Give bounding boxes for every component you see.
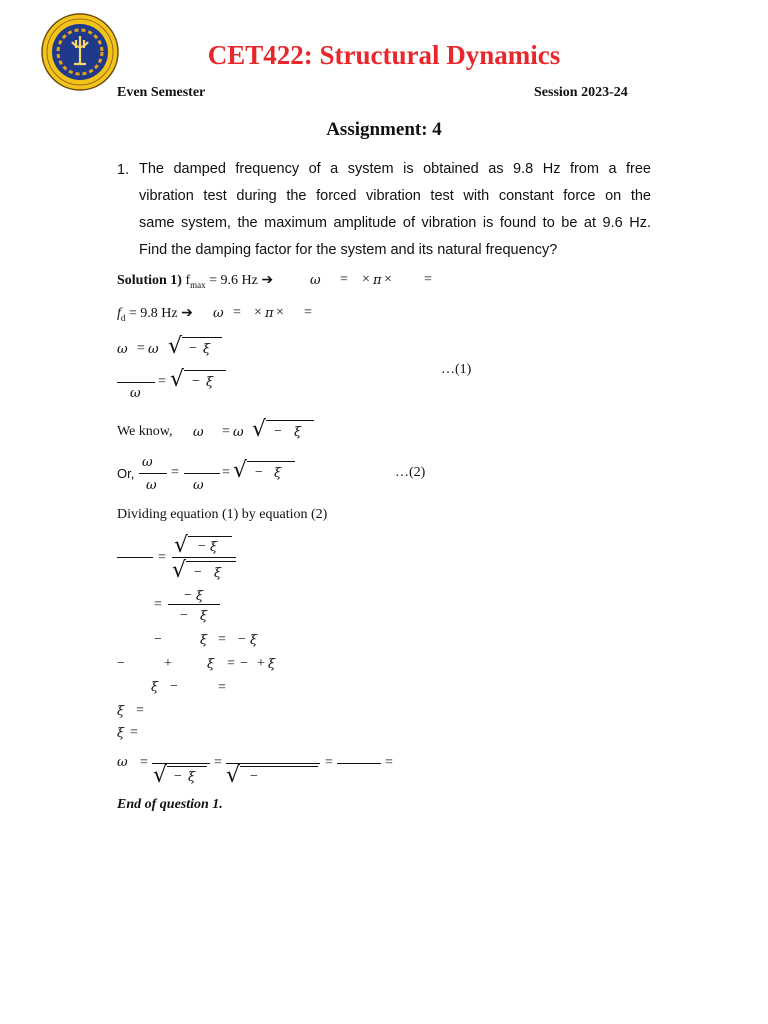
we-know-label: We know, [117, 424, 173, 439]
omega-symbol: ω [148, 342, 159, 357]
sqrt-sign: √ [153, 763, 168, 788]
omega-symbol: ω [193, 478, 204, 493]
solution-line-fd: $f_d = 9.8$ Hz ➔ [117, 306, 193, 323]
omega-symbol: ω [117, 755, 128, 770]
omega-symbol: ω [193, 425, 204, 440]
omega-symbol: ω [213, 306, 224, 321]
xi-symbol: ξ [206, 375, 214, 390]
arrow-icon: ➔ [181, 306, 193, 321]
omega-symbol: ω [233, 425, 244, 440]
xi-symbol: ξ [207, 657, 215, 672]
dividing-statement: Dividing equation (1) by equation (2) [117, 507, 328, 522]
xi-symbol: ξ [196, 589, 204, 604]
xi-symbol: ξ [210, 540, 218, 555]
xi-symbol: ξ [268, 657, 276, 672]
xi-symbol: ξ [151, 680, 159, 695]
question-line: vibration test during the forced vibration test with constant force on the [139, 188, 651, 204]
question-line: The damped frequency of a system is obtained as 9.8 Hz from a free [139, 161, 651, 177]
solution-label: Solution 1) [117, 273, 182, 288]
sqrt-sign: √ [172, 558, 187, 583]
pi-symbol: π [265, 306, 274, 321]
xi-symbol: ξ [188, 770, 196, 785]
xi-symbol: ξ [203, 342, 211, 357]
sqrt-sign: √ [226, 763, 241, 788]
equation-ref-2: …(2) [395, 465, 426, 480]
omega-symbol: ω [310, 273, 321, 288]
omega-symbol: ω [130, 386, 141, 401]
or-label: Or, [117, 466, 135, 481]
omega-symbol: ω [117, 342, 128, 357]
question-line: same system, the maximum amplitude of vibration is found to be at 9.6 Hz. [139, 215, 651, 231]
omega-symbol: ω [142, 455, 153, 470]
sqrt-sign: √ [252, 417, 267, 442]
session-label: Session 2023-24 [534, 85, 628, 100]
xi-symbol: ξ [274, 466, 282, 481]
course-title: CET422: Structural Dynamics [207, 40, 561, 70]
xi-symbol: ξ [117, 726, 125, 741]
semester-label: Even Semester [117, 85, 206, 100]
xi-symbol: ξ [294, 425, 302, 440]
equation-ref-1: …(1) [441, 362, 472, 377]
omega-symbol: ω [146, 478, 157, 493]
solution-line-fmax: Solution 1) $f_{max} = 9.6$ Hz ➔ [117, 273, 274, 290]
arrow-icon: ➔ [261, 273, 274, 288]
xi-symbol: ξ [250, 633, 258, 648]
sqrt-sign: √ [233, 458, 248, 483]
end-of-question: End of question 1. [117, 797, 223, 812]
assignment-heading: Assignment: 4 [326, 119, 442, 140]
question-line: Find the damping factor for the system and its natural frequency? [139, 242, 558, 258]
sqrt-sign: √ [168, 334, 183, 359]
sqrt-sign: √ [174, 533, 189, 558]
pi-symbol: π [373, 273, 382, 288]
question-number: 1. [117, 162, 130, 178]
xi-symbol: ξ [214, 566, 222, 581]
sqrt-sign: √ [170, 367, 185, 392]
xi-symbol: ξ [117, 704, 125, 719]
xi-symbol: ξ [200, 633, 208, 648]
xi-symbol: ξ [200, 609, 208, 624]
